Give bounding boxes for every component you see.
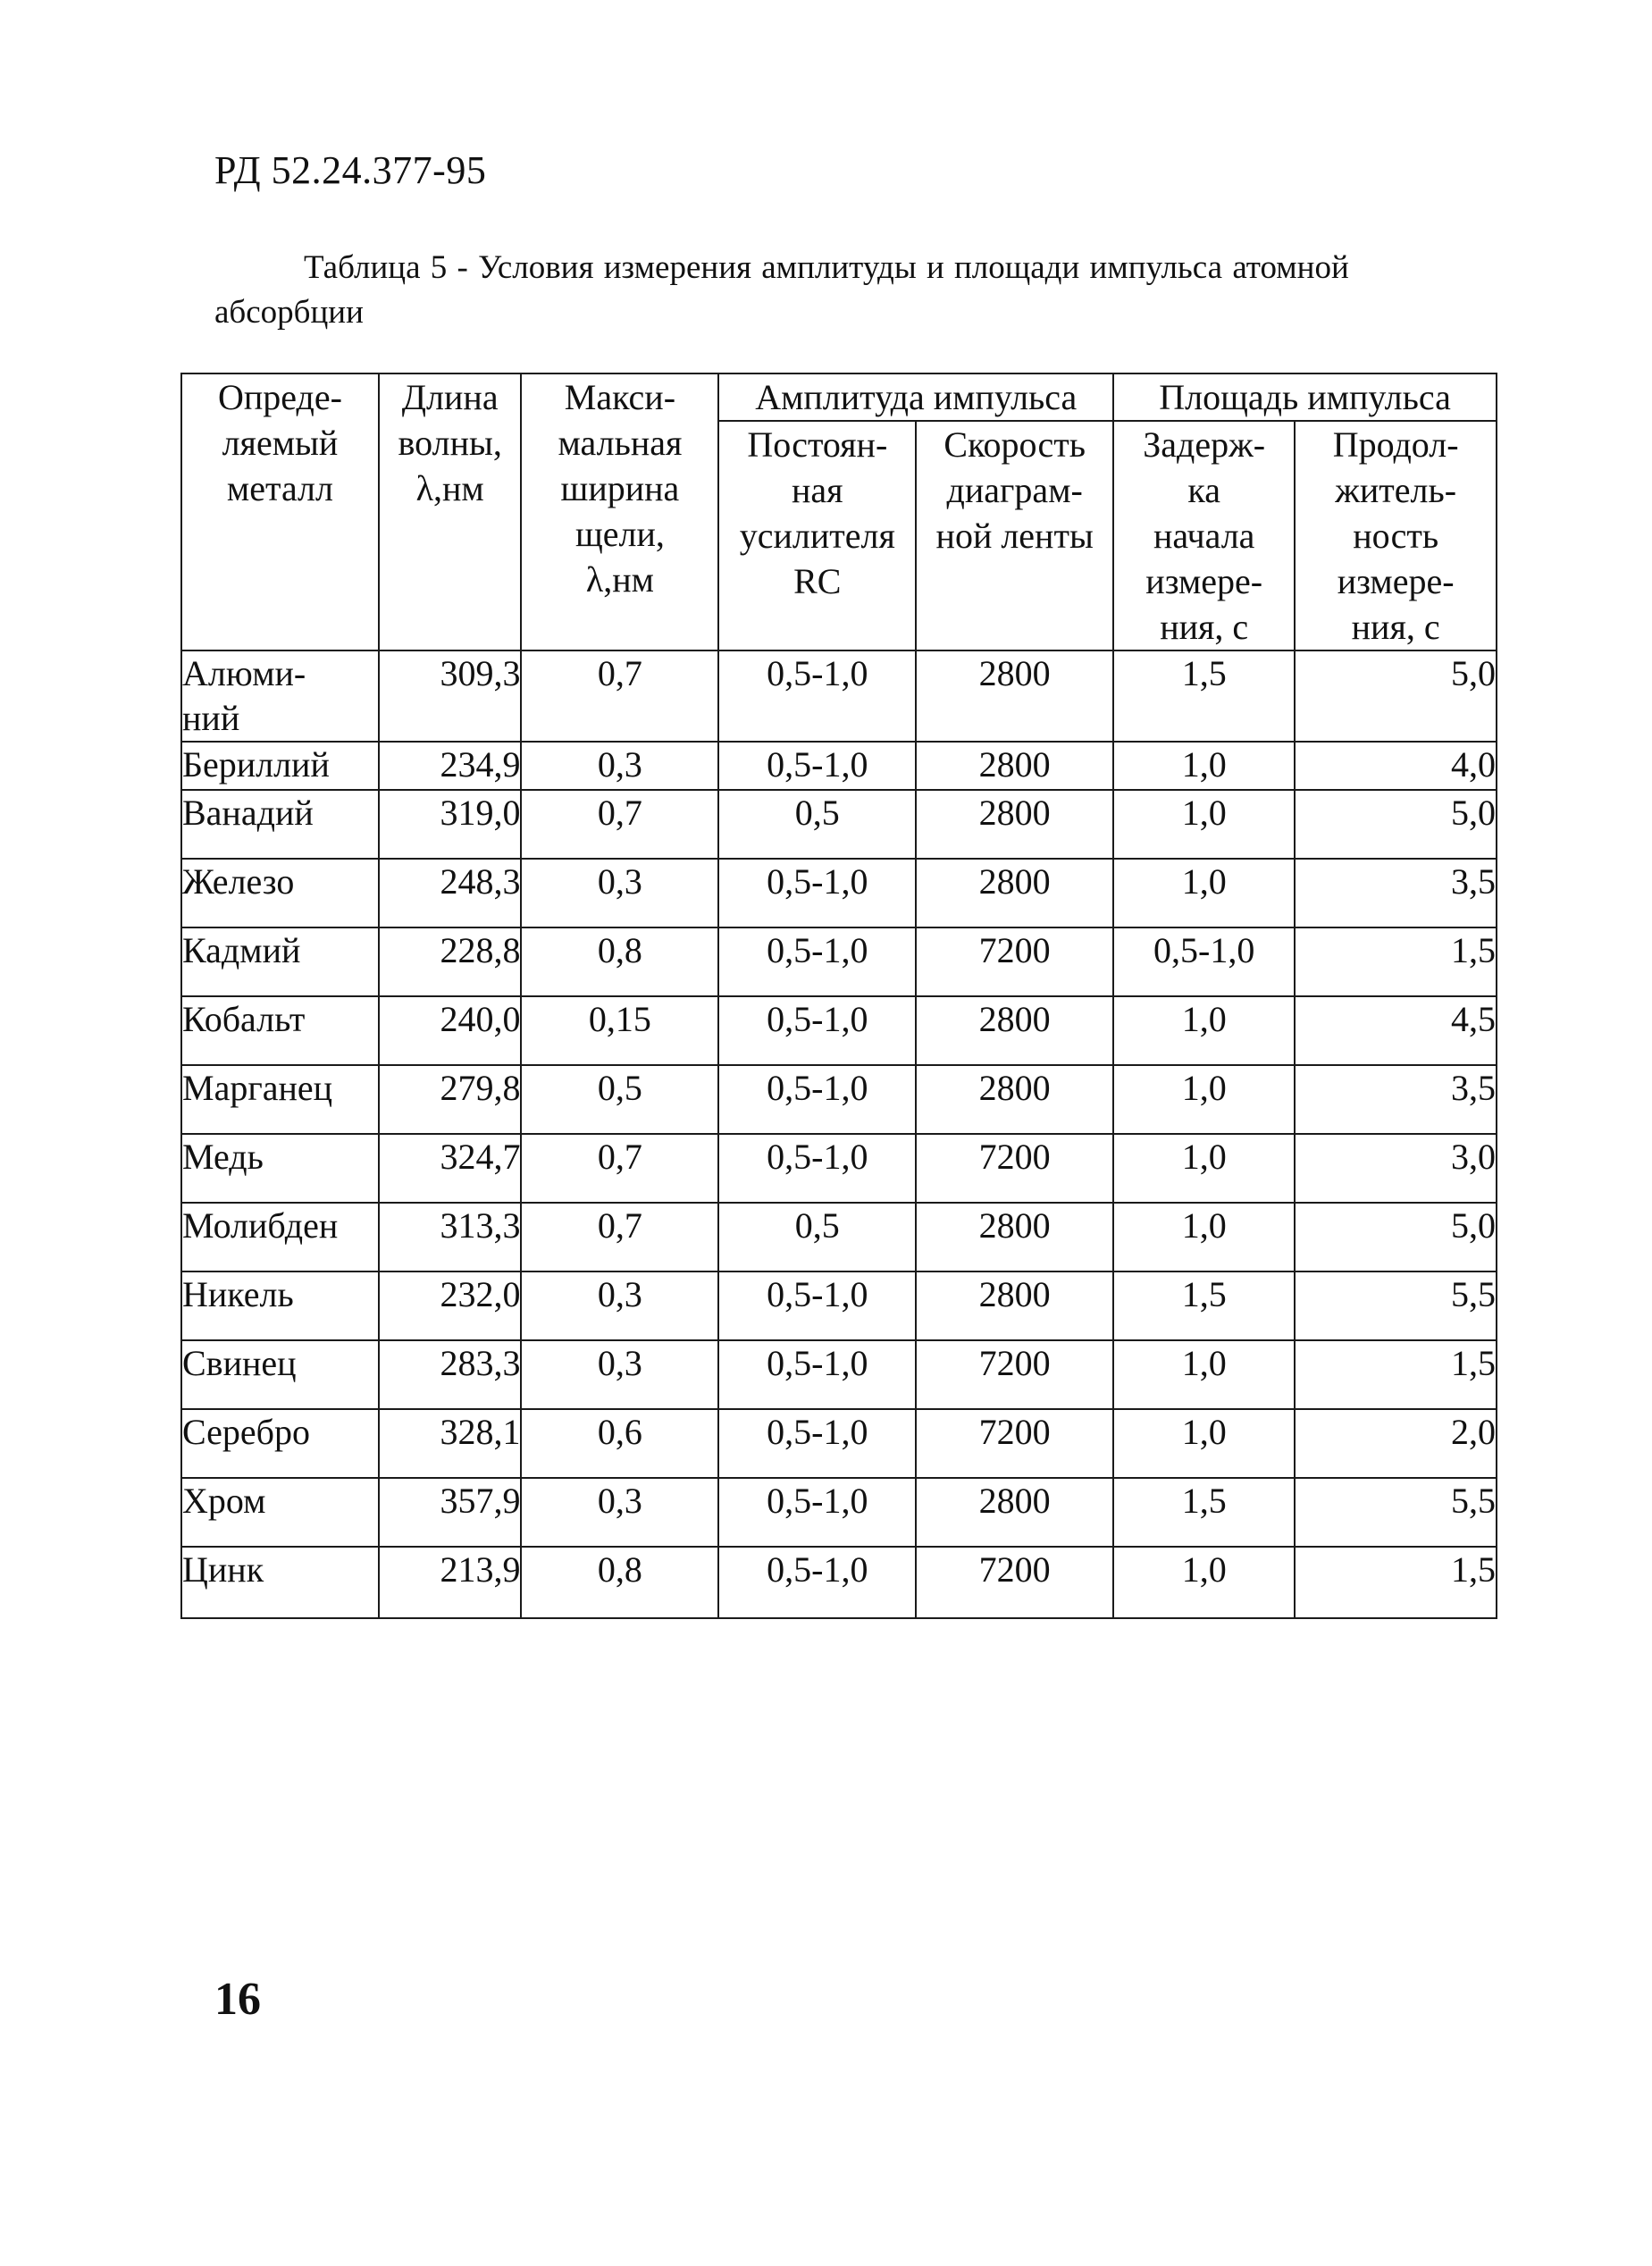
cell-duration: 1,5 — [1295, 1547, 1497, 1618]
cell-duration: 3,0 — [1295, 1134, 1497, 1203]
cell-delay: 0,5-1,0 — [1113, 927, 1295, 996]
cell-slit-width: 0,3 — [521, 1271, 718, 1340]
cell-wavelength: 213,9 — [379, 1547, 522, 1618]
table-row — [181, 859, 1497, 927]
cell-duration: 4,0 — [1295, 742, 1497, 790]
cell-duration: 1,5 — [1295, 927, 1497, 996]
table-caption-line-2: абсорбции — [214, 294, 364, 331]
header-duration: Продол- житель- ность измере- ния, с — [1295, 421, 1497, 650]
conditions-table — [180, 373, 1497, 1619]
table-row — [181, 1134, 1497, 1203]
cell-time-constant: 0,5-1,0 — [718, 1340, 916, 1409]
header-time-constant: Постоян- ная усилителя RC — [718, 421, 916, 650]
cell-wavelength: 319,0 — [379, 790, 522, 859]
cell-slit-width: 0,5 — [521, 1065, 718, 1134]
cell-time-constant: 0,5-1,0 — [718, 742, 916, 790]
cell-chart-speed: 7200 — [916, 1409, 1113, 1478]
header-metal: Опреде- ляемый металл — [181, 373, 379, 650]
header-delay: Задерж- ка начала измере- ния, с — [1113, 421, 1295, 650]
table-caption — [214, 246, 1483, 335]
cell-slit-width: 0,8 — [521, 1547, 718, 1618]
table-row — [181, 1340, 1497, 1409]
cell-chart-speed: 2800 — [916, 1271, 1113, 1340]
table-row — [181, 790, 1497, 859]
cell-duration: 2,0 — [1295, 1409, 1497, 1478]
document-code: РД 52.24.377-95 — [214, 148, 487, 192]
cell-time-constant: 0,5-1,0 — [718, 859, 916, 927]
cell-slit-width: 0,6 — [521, 1409, 718, 1478]
cell-chart-speed: 2800 — [916, 1065, 1113, 1134]
cell-metal: Железо — [181, 859, 379, 927]
cell-slit-width: 0,3 — [521, 742, 718, 790]
cell-slit-width: 0,15 — [521, 996, 718, 1065]
cell-metal: Ванадий — [181, 790, 379, 859]
cell-time-constant: 0,5-1,0 — [718, 1134, 916, 1203]
cell-metal: Бериллий — [181, 742, 379, 790]
cell-chart-speed: 2800 — [916, 1203, 1113, 1271]
cell-delay: 1,0 — [1113, 996, 1295, 1065]
header-wavelength: Длина волны, λ,нм — [379, 373, 522, 650]
cell-time-constant: 0,5-1,0 — [718, 996, 916, 1065]
cell-chart-speed: 2800 — [916, 742, 1113, 790]
cell-time-constant: 0,5-1,0 — [718, 650, 916, 742]
cell-delay: 1,0 — [1113, 859, 1295, 927]
cell-delay: 1,0 — [1113, 1547, 1295, 1618]
table-row — [181, 1547, 1497, 1618]
cell-chart-speed: 2800 — [916, 859, 1113, 927]
cell-time-constant: 0,5-1,0 — [718, 1409, 916, 1478]
cell-metal: Молибден — [181, 1203, 379, 1271]
cell-duration: 1,5 — [1295, 1340, 1497, 1409]
cell-wavelength: 283,3 — [379, 1340, 522, 1409]
table-row — [181, 650, 1497, 742]
cell-time-constant: 0,5-1,0 — [718, 927, 916, 996]
cell-delay: 1,0 — [1113, 790, 1295, 859]
cell-metal: Алюми- ний — [181, 650, 379, 742]
cell-time-constant: 0,5-1,0 — [718, 1065, 916, 1134]
table-row — [181, 1065, 1497, 1134]
cell-delay: 1,5 — [1113, 1271, 1295, 1340]
table-row — [181, 996, 1497, 1065]
cell-wavelength: 240,0 — [379, 996, 522, 1065]
cell-slit-width: 0,7 — [521, 790, 718, 859]
cell-delay: 1,0 — [1113, 1409, 1295, 1478]
table-row — [181, 1203, 1497, 1271]
cell-slit-width: 0,3 — [521, 859, 718, 927]
cell-slit-width: 0,7 — [521, 650, 718, 742]
cell-metal: Серебро — [181, 1409, 379, 1478]
cell-metal: Кобальт — [181, 996, 379, 1065]
cell-metal: Медь — [181, 1134, 379, 1203]
cell-delay: 1,0 — [1113, 742, 1295, 790]
table-row — [181, 1478, 1497, 1547]
cell-delay: 1,0 — [1113, 1065, 1295, 1134]
cell-wavelength: 232,0 — [379, 1271, 522, 1340]
cell-chart-speed: 7200 — [916, 1547, 1113, 1618]
cell-slit-width: 0,7 — [521, 1134, 718, 1203]
cell-wavelength: 309,3 — [379, 650, 522, 742]
cell-delay: 1,5 — [1113, 650, 1295, 742]
cell-duration: 5,5 — [1295, 1478, 1497, 1547]
cell-duration: 3,5 — [1295, 1065, 1497, 1134]
cell-metal: Хром — [181, 1478, 379, 1547]
cell-wavelength: 234,9 — [379, 742, 522, 790]
cell-duration: 3,5 — [1295, 859, 1497, 927]
cell-chart-speed: 2800 — [916, 996, 1113, 1065]
cell-delay: 1,0 — [1113, 1203, 1295, 1271]
table-caption-line-1: Таблица 5 - Условия измерения амплитуды и площади импульса атомной — [304, 249, 1349, 286]
cell-chart-speed: 2800 — [916, 650, 1113, 742]
page-number: 16 — [214, 1974, 261, 2025]
cell-chart-speed: 2800 — [916, 1478, 1113, 1547]
cell-wavelength: 279,8 — [379, 1065, 522, 1134]
table-row — [181, 742, 1497, 790]
cell-duration: 5,5 — [1295, 1271, 1497, 1340]
cell-time-constant: 0,5 — [718, 1203, 916, 1271]
table-row — [181, 1409, 1497, 1478]
header-slit-width: Макси- мальная ширина щели, λ,нм — [521, 373, 718, 650]
cell-slit-width: 0,3 — [521, 1340, 718, 1409]
header-area-group: Площадь импульса — [1113, 373, 1497, 421]
cell-time-constant: 0,5-1,0 — [718, 1547, 916, 1618]
cell-metal: Марганец — [181, 1065, 379, 1134]
cell-chart-speed: 7200 — [916, 1340, 1113, 1409]
table-header — [181, 373, 1497, 650]
cell-chart-speed: 7200 — [916, 927, 1113, 996]
cell-chart-speed: 2800 — [916, 790, 1113, 859]
cell-metal: Цинк — [181, 1547, 379, 1618]
cell-metal: Никель — [181, 1271, 379, 1340]
table-body — [181, 650, 1497, 1618]
cell-slit-width: 0,8 — [521, 927, 718, 996]
table-row — [181, 1271, 1497, 1340]
cell-delay: 1,0 — [1113, 1134, 1295, 1203]
cell-wavelength: 228,8 — [379, 927, 522, 996]
cell-duration: 5,0 — [1295, 790, 1497, 859]
cell-wavelength: 324,7 — [379, 1134, 522, 1203]
cell-delay: 1,5 — [1113, 1478, 1295, 1547]
header-amplitude-group: Амплитуда импульса — [718, 373, 1113, 421]
cell-metal: Свинец — [181, 1340, 379, 1409]
header-chart-speed: Скорость диаграм- ной ленты — [916, 421, 1113, 650]
cell-metal: Кадмий — [181, 927, 379, 996]
cell-time-constant: 0,5-1,0 — [718, 1271, 916, 1340]
cell-time-constant: 0,5-1,0 — [718, 1478, 916, 1547]
cell-wavelength: 328,1 — [379, 1409, 522, 1478]
cell-time-constant: 0,5 — [718, 790, 916, 859]
cell-wavelength: 313,3 — [379, 1203, 522, 1271]
cell-duration: 5,0 — [1295, 650, 1497, 742]
cell-duration: 4,5 — [1295, 996, 1497, 1065]
table-row — [181, 927, 1497, 996]
cell-wavelength: 248,3 — [379, 859, 522, 927]
cell-chart-speed: 7200 — [916, 1134, 1113, 1203]
cell-delay: 1,0 — [1113, 1340, 1295, 1409]
cell-slit-width: 0,3 — [521, 1478, 718, 1547]
cell-slit-width: 0,7 — [521, 1203, 718, 1271]
cell-duration: 5,0 — [1295, 1203, 1497, 1271]
cell-wavelength: 357,9 — [379, 1478, 522, 1547]
